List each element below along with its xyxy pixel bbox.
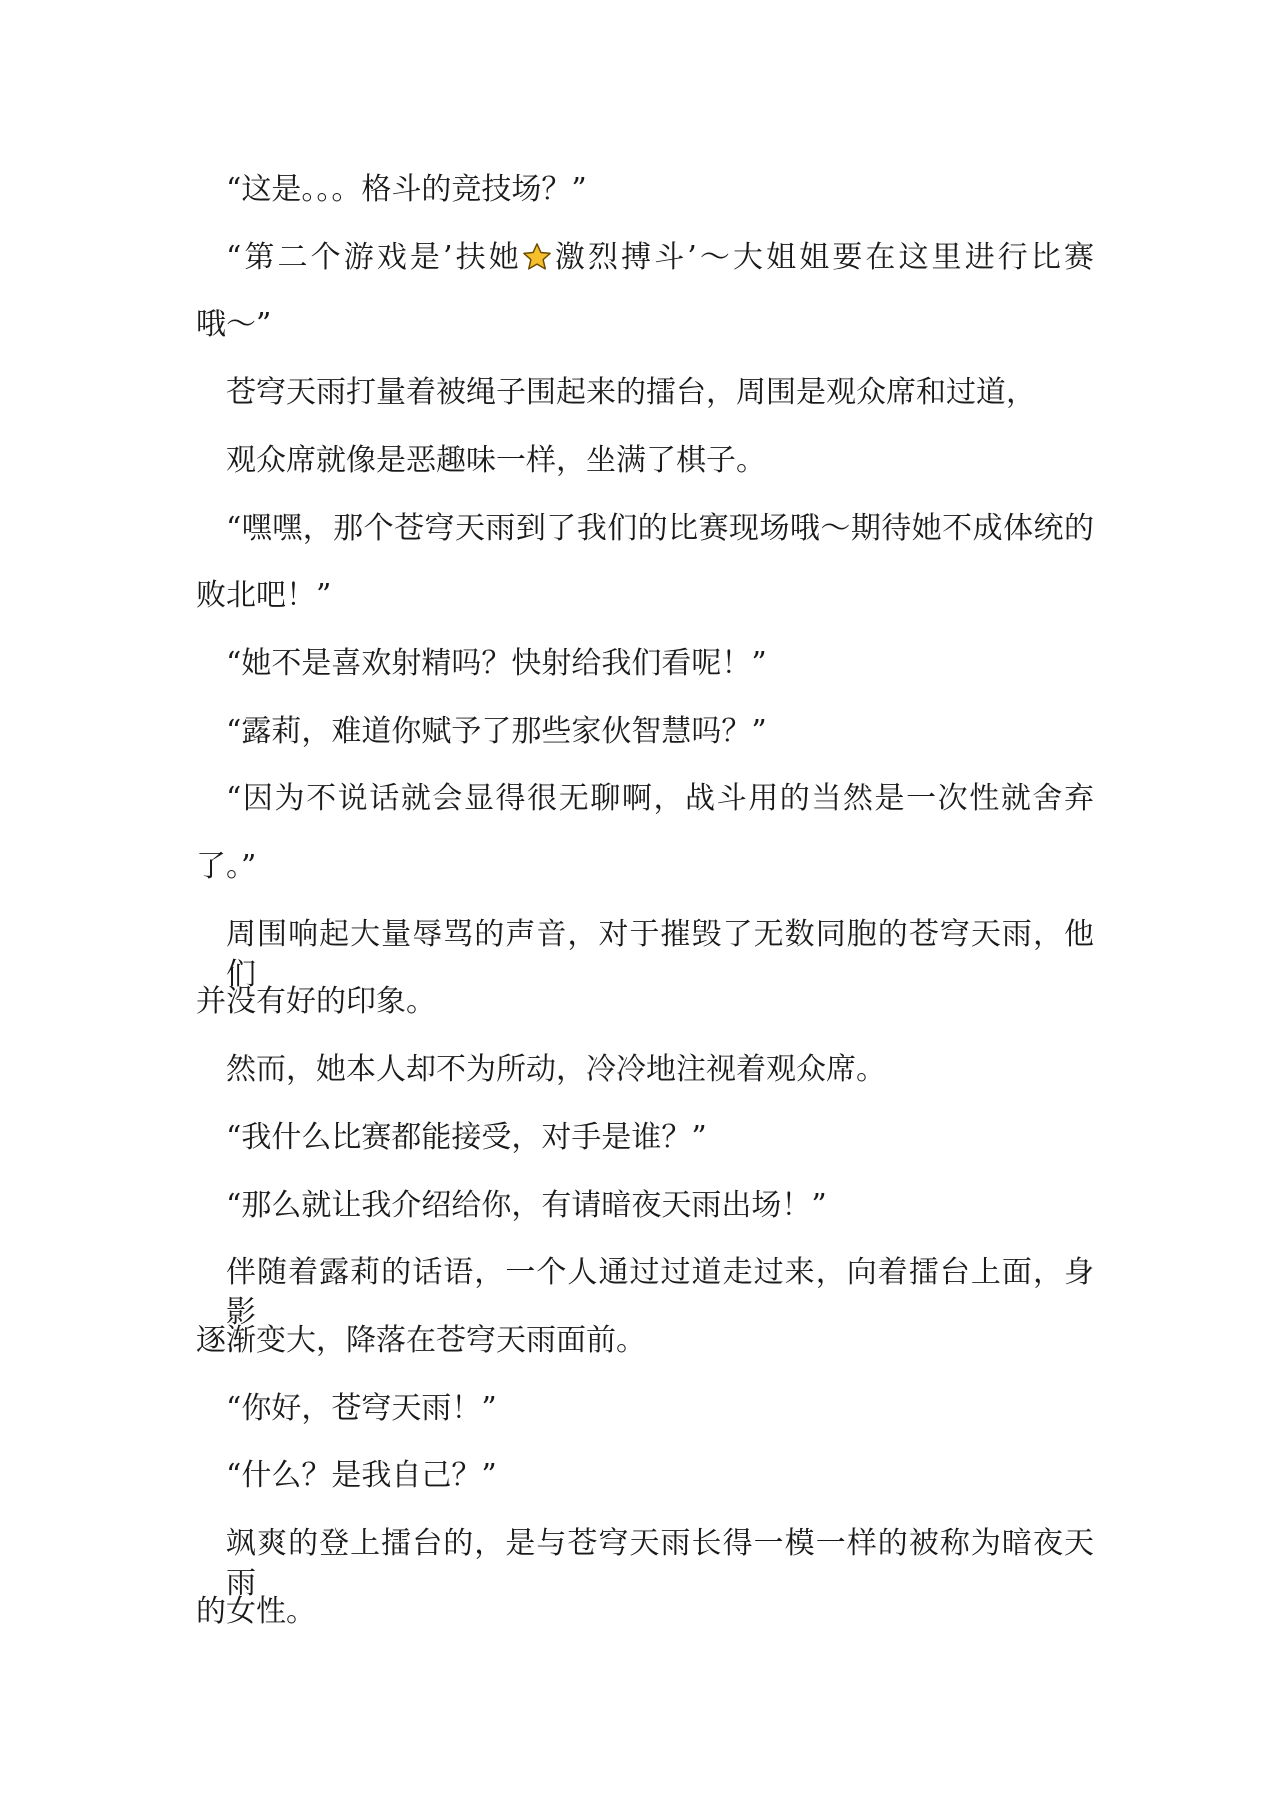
paragraph-line: 周围响起大量辱骂的声音，对于摧毁了无数同胞的苍穹天雨，他们 bbox=[226, 916, 1094, 992]
paragraph-line: 哦～” bbox=[196, 307, 272, 343]
paragraph-line: 了。” bbox=[196, 849, 257, 884]
paragraph-line bbox=[226, 238, 1094, 278]
paragraph-line: 的女性。 bbox=[196, 1593, 316, 1629]
line-text: 激烈搏斗’～大姐姐要在这里进行比赛 bbox=[551, 239, 1094, 275]
paragraph-line: 败北吧！” bbox=[196, 578, 332, 614]
paragraph-line: 逐渐变大，降落在苍穹天雨面前。 bbox=[196, 1322, 646, 1358]
paragraph-line: 观众席就像是恶趣味一样，坐满了棋子。 bbox=[226, 442, 766, 478]
paragraph-line: “你好，苍穹天雨！” bbox=[226, 1390, 497, 1426]
paragraph-line: 飒爽的登上擂台的，是与苍穹天雨长得一模一样的被称为暗夜天雨 bbox=[226, 1526, 1094, 1601]
paragraph-line: “我什么比赛都能接受，对手是谁？” bbox=[226, 1119, 707, 1155]
paragraph-line: “这是。。。格斗的竞技场？” bbox=[226, 172, 587, 207]
paragraph-line: 伴随着露莉的话语，一个人通过过道走过来，向着擂台上面，身影 bbox=[226, 1255, 1094, 1331]
paragraph-line: “露莉，难道你赋予了那些家伙智慧吗？” bbox=[226, 713, 767, 749]
paragraph-line: 并没有好的印象。 bbox=[196, 984, 436, 1020]
paragraph-line: 苍穹天雨打量着被绳子围起来的擂台，周围是观众席和过道， bbox=[226, 375, 1036, 411]
paragraph-line: “因为不说话就会显得很无聊啊，战斗用的当然是一次性就舍弃 bbox=[226, 781, 1094, 817]
paragraph-line: “那么就让我介绍给你，有请暗夜天雨出场！” bbox=[226, 1187, 827, 1223]
line-text: “第二个游戏是’扶她 bbox=[226, 239, 522, 275]
paragraph-line: “她不是喜欢射精吗？快射给我们看呢！” bbox=[226, 645, 767, 681]
star-icon bbox=[522, 242, 552, 272]
paragraph-line: “嘿嘿，那个苍穹天雨到了我们的比赛现场哦～期待她不成体统的 bbox=[226, 510, 1094, 546]
paragraph-line: 然而，她本人却不为所动，冷冷地注视着观众席。 bbox=[226, 1052, 886, 1088]
paragraph-line: “什么？是我自己？” bbox=[226, 1458, 497, 1494]
